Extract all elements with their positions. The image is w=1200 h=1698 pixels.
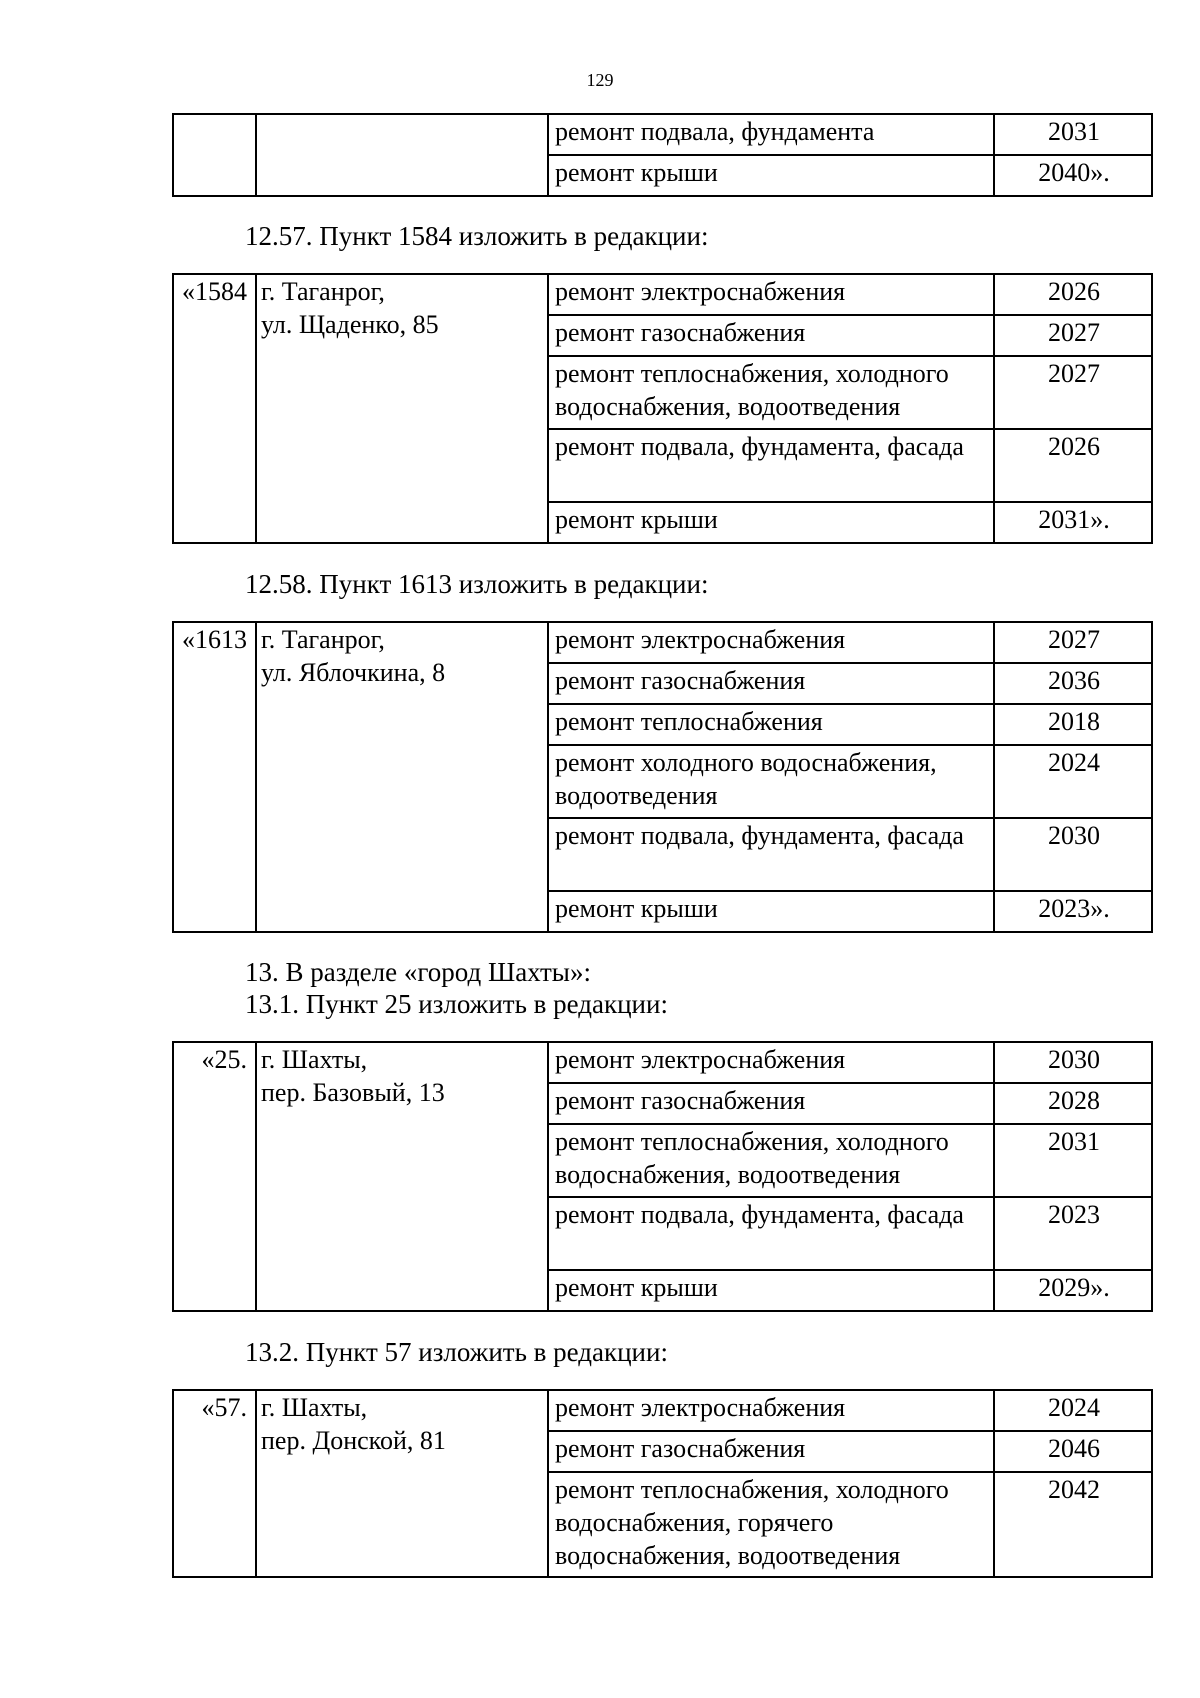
year-cell: 2031». xyxy=(994,502,1152,543)
work-type-cell: ремонт подвала, фундамента, фасада xyxy=(548,429,994,502)
work-type-cell: ремонт газоснабжения xyxy=(548,315,994,356)
year-cell: 2026 xyxy=(994,429,1152,502)
work-type-cell: ремонт подвала, фундамента, фасада xyxy=(548,1197,994,1270)
address-cell xyxy=(256,1042,548,1311)
item-number-cell: «1584 xyxy=(173,274,256,543)
address-city: г. Шахты, xyxy=(261,1045,368,1074)
year-cell: 2023 xyxy=(994,1197,1152,1270)
address-city: г. Таганрог, xyxy=(261,277,385,306)
table-item-1584 xyxy=(172,273,1153,544)
work-type-cell: ремонт крыши xyxy=(548,891,994,932)
year-cell: 2024 xyxy=(994,745,1152,818)
year-cell: 2029». xyxy=(994,1270,1152,1311)
year-cell: 2030 xyxy=(994,1042,1152,1083)
address-cell xyxy=(256,274,548,543)
table-item-25 xyxy=(172,1041,1153,1312)
year-cell: 2028 xyxy=(994,1083,1152,1124)
item-number-cell: «1613 xyxy=(173,622,256,932)
year-cell: 2042 xyxy=(994,1472,1152,1577)
work-type-cell: ремонт газоснабжения xyxy=(548,663,994,704)
work-type-cell: ремонт электроснабжения xyxy=(548,274,994,315)
address-street: ул. Щаденко, 85 xyxy=(261,310,439,339)
year-cell: 2046 xyxy=(994,1431,1152,1472)
year-cell: 2036 xyxy=(994,663,1152,704)
work-type-cell: ремонт подвала, фундамента, фасада xyxy=(548,818,994,891)
work-type-cell: ремонт крыши xyxy=(548,1270,994,1311)
address-city: г. Шахты, xyxy=(261,1393,368,1422)
year-cell: 2031 xyxy=(994,1124,1152,1197)
table-item-57 xyxy=(172,1389,1153,1578)
work-type-cell: ремонт теплоснабжения, холодного водоснабжения, водоотведения xyxy=(548,1124,994,1197)
year-cell: 2027 xyxy=(994,315,1152,356)
address-city: г. Таганрог, xyxy=(261,625,385,654)
work-type-cell: ремонт электроснабжения xyxy=(548,1390,994,1431)
work-type-cell: ремонт теплоснабжения, холодного водоснабжения, водоотведения xyxy=(548,356,994,429)
work-type-cell: ремонт теплоснабжения xyxy=(548,704,994,745)
work-type-cell: ремонт газоснабжения xyxy=(548,1083,994,1124)
item-number-cell: «25. xyxy=(173,1042,256,1311)
page-number: 129 xyxy=(586,70,614,90)
paragraph-12-57: 12.57. Пункт 1584 изложить в редакции: xyxy=(245,221,709,251)
paragraph-13-1: 13.1. Пункт 25 изложить в редакции: xyxy=(245,989,668,1019)
year-cell: 2023». xyxy=(994,891,1152,932)
item-number-cell: «57. xyxy=(173,1390,256,1577)
year-cell: 2026 xyxy=(994,274,1152,315)
year-cell: 2027 xyxy=(994,622,1152,663)
year-cell: 2031 xyxy=(994,114,1152,155)
year-cell: 2024 xyxy=(994,1390,1152,1431)
table-item-1613 xyxy=(172,621,1153,933)
work-type-cell: ремонт крыши xyxy=(548,502,994,543)
year-cell: 2027 xyxy=(994,356,1152,429)
address-street: пер. Донской, 81 xyxy=(261,1426,446,1455)
year-cell: 2030 xyxy=(994,818,1152,891)
work-type-cell: ремонт газоснабжения xyxy=(548,1431,994,1472)
year-cell: 2018 xyxy=(994,704,1152,745)
work-type-cell: ремонт электроснабжения xyxy=(548,1042,994,1083)
item-number-cell xyxy=(173,114,256,196)
address-cell xyxy=(256,1390,548,1577)
address-cell xyxy=(256,114,548,196)
work-type-cell: ремонт теплоснабжения, холодного водоснабжения, горячего водоснабжения, водоотведения xyxy=(548,1472,994,1577)
work-type-cell: ремонт холодного водоснабжения, водоотведения xyxy=(548,745,994,818)
paragraph-13: 13. В разделе «город Шахты»: xyxy=(245,957,591,987)
paragraph-12-58: 12.58. Пункт 1613 изложить в редакции: xyxy=(245,569,709,599)
address-street: пер. Базовый, 13 xyxy=(261,1078,445,1107)
paragraph-13-2: 13.2. Пункт 57 изложить в редакции: xyxy=(245,1337,668,1367)
year-cell: 2040». xyxy=(994,155,1152,196)
address-cell xyxy=(256,622,548,932)
address-street: ул. Яблочкина, 8 xyxy=(261,658,446,687)
work-type-cell: ремонт крыши xyxy=(548,155,994,196)
work-type-cell: ремонт подвала, фундамента xyxy=(548,114,994,155)
table-continuation xyxy=(172,113,1153,197)
work-type-cell: ремонт электроснабжения xyxy=(548,622,994,663)
